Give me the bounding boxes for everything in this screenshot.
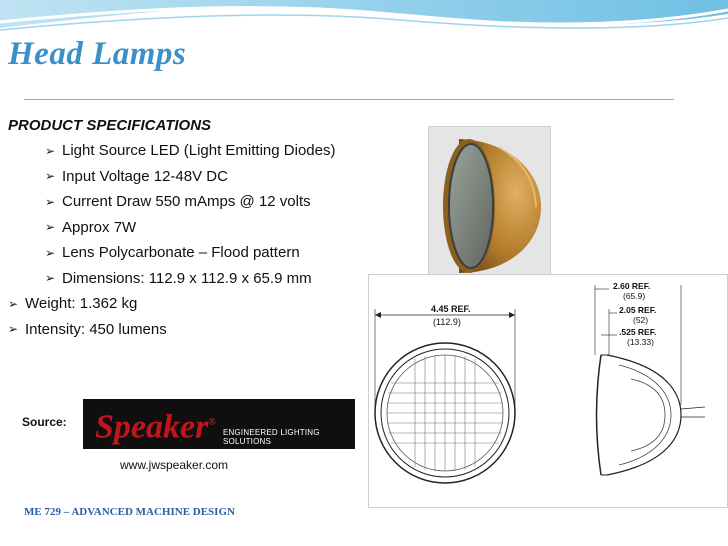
- arrow-bullet-icon: ➢: [45, 169, 56, 184]
- slide-title: Head Lamps: [8, 36, 187, 72]
- spec-item: [8, 189, 335, 215]
- spec-item: [8, 240, 335, 266]
- mid-ref-label: 2.05 REF.: [619, 305, 657, 315]
- arrow-bullet-icon: ➢: [8, 296, 19, 311]
- width-mm-label: (112.9): [433, 317, 461, 327]
- arrow-bullet-icon: ➢: [45, 245, 56, 260]
- depth-mm-label: (65.9): [623, 291, 646, 301]
- title-divider: [24, 99, 674, 100]
- depth-ref-label: 2.60 REF.: [613, 281, 651, 291]
- front-view: [375, 304, 515, 483]
- spec-item-text: Lens Polycarbonate – Flood pattern: [62, 244, 300, 262]
- spec-item-text: Current Draw 550 mAmps @ 12 volts: [62, 193, 311, 211]
- spec-item-text: Dimensions: 112.9 x 112.9 x 65.9 mm: [62, 269, 312, 287]
- arrow-bullet-icon: ➢: [45, 271, 56, 286]
- side-view: [595, 281, 705, 475]
- slide-footer: ME 729 – ADVANCED MACHINE DESIGN: [24, 506, 235, 518]
- spec-item: [8, 164, 335, 190]
- spec-item: [8, 291, 335, 317]
- technical-drawing: [368, 274, 728, 508]
- spec-item-text: Approx 7W: [62, 218, 137, 236]
- spec-item-text: Intensity: 450 lumens: [25, 320, 167, 338]
- arrow-bullet-icon: ➢: [8, 322, 19, 337]
- source-label: Source:: [22, 415, 67, 429]
- small-mm-label: (13.33): [627, 337, 654, 347]
- mid-mm-label: (52): [633, 315, 649, 325]
- spec-item-text: Weight: 1.362 kg: [25, 295, 138, 313]
- logo-tagline: ENGINEERED LIGHTING SOLUTIONS: [223, 428, 320, 446]
- spec-item: [8, 317, 335, 343]
- source-url: www.jwspeaker.com: [120, 458, 229, 472]
- spec-item: [8, 138, 335, 164]
- arrow-bullet-icon: ➢: [45, 143, 56, 158]
- arrow-bullet-icon: ➢: [45, 220, 56, 235]
- speaker-logo: [83, 399, 355, 449]
- spec-item: [8, 266, 335, 292]
- spec-item: [8, 215, 335, 241]
- spec-item-text: Input Voltage 12-48V DC: [62, 167, 228, 185]
- small-ref-label: .525 REF.: [619, 327, 657, 337]
- spec-header: PRODUCT SPECIFICATIONS: [8, 117, 212, 134]
- logo-brand-text: Speaker®: [95, 408, 216, 446]
- arrow-bullet-icon: ➢: [45, 194, 56, 209]
- headlamp-photo: [428, 126, 551, 284]
- headlamp-illustration: [429, 127, 550, 283]
- spec-item-text: Light Source LED (Light Emitting Diodes): [62, 142, 336, 160]
- width-ref-label: 4.45 REF.: [431, 304, 471, 314]
- specifications-list: [8, 117, 335, 342]
